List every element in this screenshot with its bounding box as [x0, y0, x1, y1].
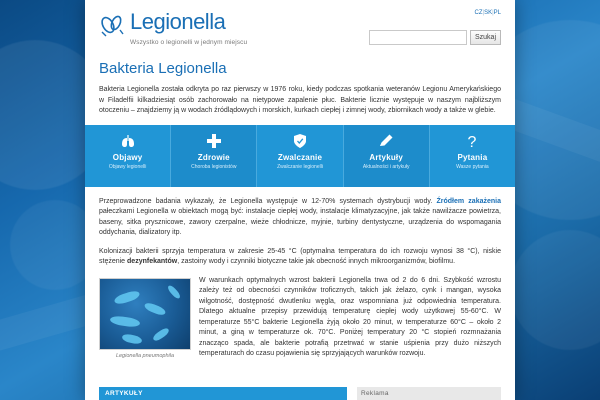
tile-title: Artykuły: [369, 152, 404, 162]
page-content: [85, 85, 515, 117]
paragraph-colonization-post: , zastoiny wody i czynniki biotyczne takie jak obecność innych mikroorganizmów, biofilmu.: [177, 258, 456, 265]
term-dezynfekantow: dezynfekantów: [127, 258, 178, 265]
lang-separator: |: [492, 10, 494, 16]
tile-subtitle: Objawy legionelli: [108, 163, 147, 170]
page-title: Bakteria Legionella: [99, 60, 227, 77]
photo-caption: Legionella pneumophila: [115, 352, 175, 359]
tile-title: Objawy: [112, 152, 143, 162]
intro-paragraph: Bakteria Legionella została odkryta po raz pierwszy w 1976 roku, kiedy podczas spotkania weteranów Legionu Amerykańskiego w Filadelfii kilkadziesiąt osób zachorowało na nietypowe zapalenie płuc. Bakterie licznie występuje w naszym najbliższym otoczeniu – znajdziemy ją w wodach źródlądowych i morskich, kurkach ciepłej i zimnej wody, zbiornikach wody a także w glebie.: [99, 86, 501, 114]
pencil-icon: [344, 131, 429, 151]
site-logo-text: Legionella: [130, 9, 226, 34]
tile-title: Zdrowie: [197, 152, 230, 162]
lang-sk[interactable]: SK: [484, 10, 493, 16]
question-icon: [430, 131, 515, 151]
lang-separator: |: [482, 10, 485, 16]
category-tiles: [85, 125, 515, 187]
tile-title: Pytania: [457, 152, 488, 162]
photo-legionella: [99, 278, 191, 359]
language-switcher[interactable]: [475, 10, 501, 16]
paragraph-growth: W warunkach optymalnych wzrost bakterii Legionella trwa od 2 do 6 dni. Szybkość wzrostu zależy też od obecności czynników troficznych, takich jak żelazo, cynk i mangan, wysoka wilgotność, dostępność dwutlenku węgla, oraz wspomniana już odpowiednia temperatura. Dlatego aktualne przepisy przewidują temperaturę ciepłej wody użytkowej 55-60°C. W temperaturze 55°C bakterie Legionella żyją około 20 minut, w temperaturze 60°C – około 2 minut, a giną w temperaturze ok. 70°C. Poniżej temperatury 20 °C stopień rozmnażania znacząco spada, ale bakterie potrafią przetrwać w stanie uśpienia przy dużo niższych temperaturach do czasu pojawienia się sprzyjających warunków rozwoju.: [199, 276, 501, 357]
paragraph-colonization-pre: Kolonizacji bakterii sprzyja temperatura w zakresie 25-45 °C (optymalna temperatura do ich rozwoju wynosi 38 °C), niskie stężenie: [99, 247, 501, 265]
tile-zwalczanie[interactable]: [257, 125, 343, 187]
bacteria-shape: [143, 301, 166, 317]
tile-zdrowie[interactable]: [171, 125, 257, 187]
search-input[interactable]: [369, 30, 467, 45]
growth-section: [99, 276, 501, 368]
footer-bars: [85, 387, 515, 400]
tile-objawy[interactable]: [85, 125, 171, 187]
tile-subtitle: Wasze pytania: [456, 163, 489, 170]
bacteria-shape: [113, 289, 141, 306]
tile-subtitle: Aktualności i artykuły: [362, 163, 410, 170]
tile-pytania[interactable]: [430, 125, 515, 187]
tile-subtitle: Choroba legionistów: [191, 163, 237, 170]
background-blob: [510, 230, 600, 350]
paragraph-sources: [99, 197, 501, 239]
page-content-lower: [85, 197, 515, 368]
photo-frame: [99, 278, 191, 350]
bacteria-shape: [166, 284, 181, 300]
cross-icon: [171, 131, 256, 151]
bacteria-shape: [110, 314, 141, 327]
tile-artykuly[interactable]: [344, 125, 430, 187]
tile-title: Zwalczanie: [277, 152, 323, 162]
link-zrodlem-zakazenia[interactable]: Źródłem zakażenia: [436, 197, 501, 205]
lungs-icon: [85, 131, 170, 151]
search-button[interactable]: Szukaj: [470, 30, 501, 45]
site-tagline: Wszystko o legionelli w jednym miejscu: [130, 39, 248, 46]
lang-pl[interactable]: PL: [493, 10, 501, 16]
paragraph-sources-pre: Przeprowadzone badania wykazały, że Legionella występuje w 12-70% systemach dystrybucji wody.: [99, 197, 433, 205]
ads-section-header: Reklama: [357, 387, 501, 400]
shield-icon: [257, 131, 342, 151]
bacteria-logo-icon: [99, 12, 125, 38]
svg-text:?: ?: [467, 133, 477, 150]
paragraph-colonization: [99, 247, 501, 268]
page-container: [85, 0, 515, 400]
search-box: [369, 30, 501, 45]
bacteria-shape: [121, 333, 142, 345]
tile-subtitle: Zwalczanie legionelli: [277, 163, 323, 170]
articles-section-header[interactable]: ARTYKUŁY: [99, 387, 347, 400]
paragraph-sources-post: pałeczkami Legionella w obiektach mogą być: instalacje ciepłej wody, instalacje klimatyzacyjne, jak także nawilżacze powietrza, baseny, sitka prysznicowe, zawory czerpalne, wieże chłodnicze, myjnie, turbiny dentystyczne, urządzenia do wspomagania oddychania, dializatory itp.: [99, 208, 501, 236]
lang-cz[interactable]: CZ: [474, 10, 483, 16]
site-header: [85, 0, 515, 56]
bacteria-shape: [152, 326, 171, 342]
